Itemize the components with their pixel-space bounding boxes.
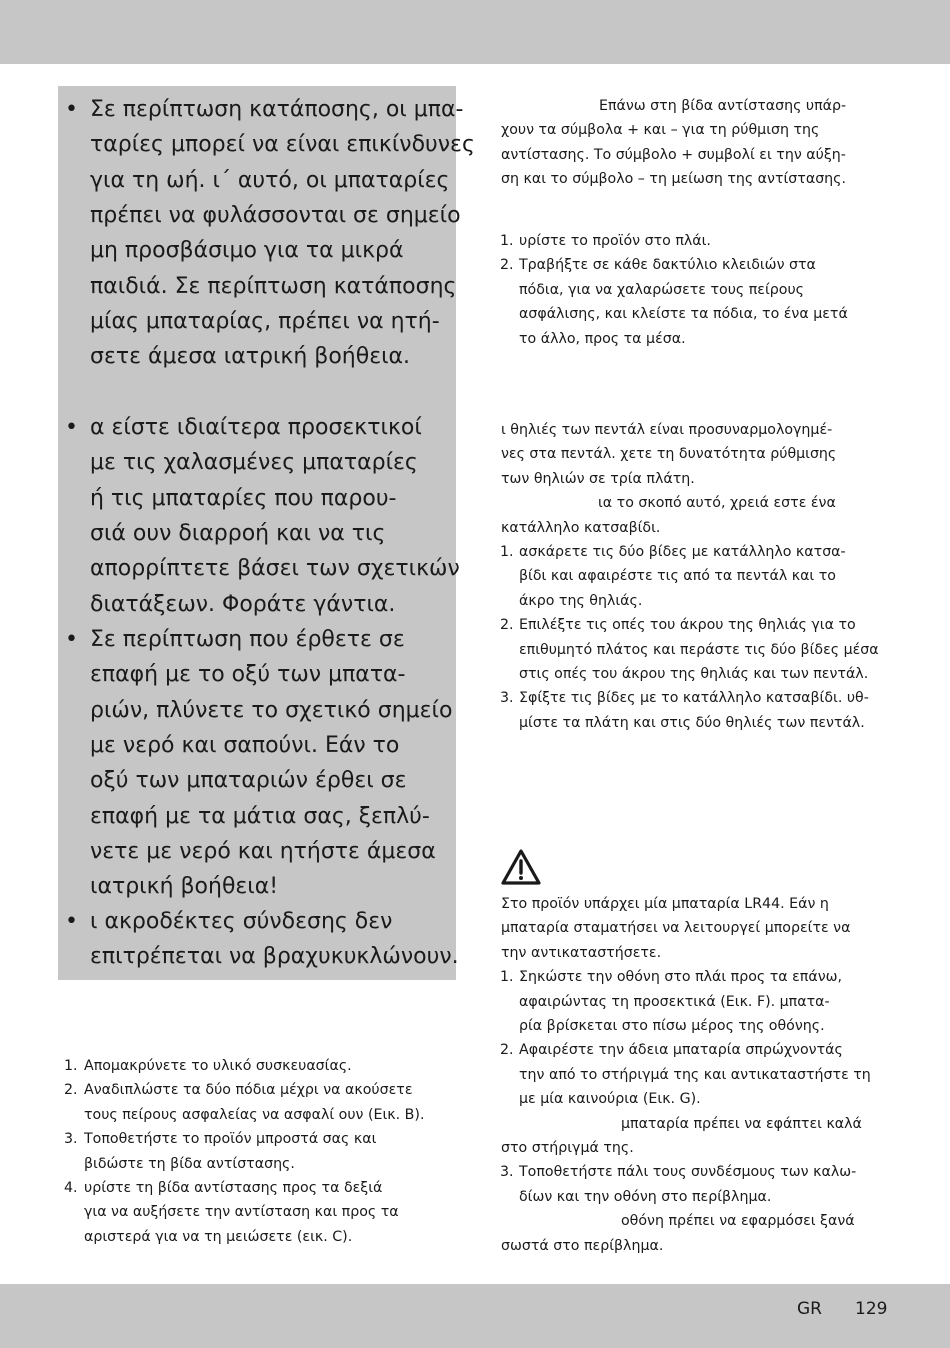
warning-line: παιδιά. Σε περίπτωση κατάποσης [90,273,457,299]
step-number: 3. [500,1164,514,1181]
warning-line: μίας μπαταρίας, πρέπει να ητή- [90,308,440,334]
step-number: 3. [64,1131,78,1148]
warning-line: για τη ωή. ι΄ αυτό, οι μπαταρίες [90,167,450,193]
warning-line: σετε άμεσα ιατρική βοήθεια. [90,344,411,370]
note-line: αντίστασης. Το σύμβολο + συμβολί ει την αύξη- [501,146,846,163]
step-text: Επιλέξτε τις οπές του άκρου της θηλιάς για το [519,617,856,634]
warning-line: ι ακροδέκτες σύνδεσης δεν [90,909,393,934]
step-text: μίστε τα πλάτη και στις δύο θηλιές των πεντάλ. [519,714,865,731]
step-text: άκρο της θηλιάς. [519,592,643,609]
bullet: • [65,627,78,652]
step-number: 2. [500,617,514,634]
intro-line: ι θηλιές των πεντάλ είναι προσυναρμολογημέ- [501,422,833,438]
warning-line: διατάξεων. Φοράτε γάντια. [90,591,396,617]
step-number: 4. [64,1180,78,1196]
warning-line: οξύ των μπαταριών έρθει σε [90,768,407,794]
warning-line: νετε με νερό και ητήστε άμεσα [90,838,436,864]
warning-line: ταρίες μπορεί να είναι επικίνδυνες [90,132,475,158]
warning-line: μη προσβάσιμο για τα μικρά [90,238,404,264]
note-line: μπαταρία πρέπει να εφάπτει καλά [621,1115,862,1132]
step-text: ρία βρίσκεται στο πίσω μέρος της οθόνης. [519,1018,825,1034]
header-band [0,0,950,64]
intro-line: μπαταρία σταματήσει να λειτουργεί μπορείτε να [501,920,851,937]
intro-line: νες στα πεντάλ. χετε τη δυνατότητα ρύθμισης [501,446,837,463]
bullet: • [65,97,78,122]
step-number: 3. [500,690,514,707]
note-line: οθόνη πρέπει να εφαρμόσει ξανά [621,1213,855,1230]
step-text: για να αυξήσετε την αντίσταση και προς τα [84,1204,399,1221]
warning-line: πρέπει να φυλάσσονται σε σημείο [90,202,461,228]
intro-line: την αντικαταστήσετε. [501,944,662,961]
page-number: 129 [855,1299,888,1319]
note-line: ση και το σύμβολο – τη μείωση της αντίστασης. [501,171,847,188]
step-number: 2. [500,257,514,274]
step-text: Σηκώστε την οθόνη στο πλάι προς τα επάνω, [519,969,843,986]
bullet: • [65,415,78,440]
step-text: Τραβήξτε σε κάθε δακτύλιο κλειδιών στα [519,257,816,274]
note-line: χουν τα σύμβολα + και – για τη ρύθμιση της [501,122,820,139]
step-text: Απομακρύνετε το υλικό συσκευασίας. [84,1058,352,1074]
warning-line: με τις χαλασμένες μπαταρίες [90,450,418,476]
step-text: Αναδιπλώστε τα δύο πόδια μέχρι να ακούσετε [84,1082,413,1099]
step-text: αφαιρώντας τη προσεκτικά (Εικ. F). μπατα- [519,993,830,1010]
step-number: 1. [500,544,514,560]
step-text: τους πείρους ασφαλείας να ασφαλί ουν (Εικ. B). [84,1106,425,1123]
warning-line: επαφή με τα μάτια σας, ξεπλύ- [90,803,430,829]
step-text: βίδι και αφαιρέστε τις από τα πεντάλ και το [519,568,836,585]
warning-line: με νερό και σαπούνι. Εάν το [90,732,400,758]
warning-line: επιτρέπεται να βραχυκυκλώνουν. [90,944,459,970]
step-number: 1. [64,1058,78,1074]
warning-line: ή τις μπαταρίες που παρου- [90,485,397,511]
warning-line: Σε περίπτωση που έρθετε σε [90,627,405,652]
bullet: • [65,909,78,934]
step-text: ασφάλισης, και κλείστε τα πόδια, το ένα μετά [519,306,848,323]
warning-line: ριών, πλύνετε το σχετικό σημείο [90,697,453,723]
step-text: επιθυμητό πλάτος και περάστε τις δύο βίδες μέσα [519,641,879,658]
step-text: πόδια, για να χαλαρώσετε τους πείρους [519,281,804,298]
step-number: 2. [500,1042,514,1059]
step-text: το άλλο, προς τα μέσα. [519,330,686,347]
note-line: σωστά στο περίβλημα. [501,1237,664,1254]
step-text: υρίστε τη βίδα αντίστασης προς τα δεξιά [84,1180,383,1196]
intro-line: Στο προϊόν υπάρχει μία μπαταρία LR44. Εάν η [501,896,829,912]
warning-line: α είστε ιδιαίτερα προσεκτικοί [90,415,422,440]
step-text: Τοποθετήστε πάλι τους συνδέσμους των καλω- [519,1164,857,1181]
step-number: 2. [64,1082,78,1099]
warning-line: Σε περίπτωση κατάποσης, οι μπα- [90,97,464,122]
warning-triangle-icon [500,848,542,886]
step-text: με μία καινούρια (Εικ. G). [519,1091,701,1108]
step-text: υρίστε το προϊόν στο πλάι. [519,233,711,249]
step-number: 1. [500,969,514,986]
step-number: 1. [500,233,514,249]
note-line: στο στήριγμά της. [501,1140,634,1156]
step-text: Αφαιρέστε την άδεια μπαταρία σπρώχνοντάς [519,1042,843,1059]
step-text: αριστερά για να τη μειώσετε (εικ. C). [84,1228,353,1245]
step-text: ασκάρετε τις δύο βίδες με κατάλληλο κατσα- [519,544,846,560]
note-line: Επάνω στη βίδα αντίστασης υπάρ- [599,98,847,114]
step-text: στις οπές του άκρου της θηλιάς και των πεντάλ. [519,666,869,682]
step-text: Τοποθετήστε το προϊόν μπροστά σας και [84,1131,377,1148]
language-code: GR [797,1299,822,1319]
intro-line: κατάλληλο κατσαβίδι. [501,519,661,536]
warning-line: απορρίπτετε βάσει των σχετικών [90,556,460,582]
intro-line: των θηλιών σε τρία πλάτη. [501,470,695,487]
intro-line: ια το σκοπό αυτό, χρειά εστε ένα [598,495,836,512]
warning-line: σιά ουν διαρροή και να τις [90,520,386,546]
step-text: βιδώστε τη βίδα αντίστασης. [84,1155,295,1172]
step-text: την από το στήριγμά της και αντικαταστήστε τη [519,1066,871,1083]
warning-line: ιατρική βοήθεια! [90,874,279,900]
battery-warning-box [58,86,475,980]
step-text: δίων και την οθόνη στο περίβλημα. [519,1188,772,1205]
step-text: Σφίξτε τις βίδες με το κατάλληλο κατσαβίδι. υθ- [519,690,869,707]
warning-line: επαφή με το οξύ των μπατα- [90,662,406,688]
